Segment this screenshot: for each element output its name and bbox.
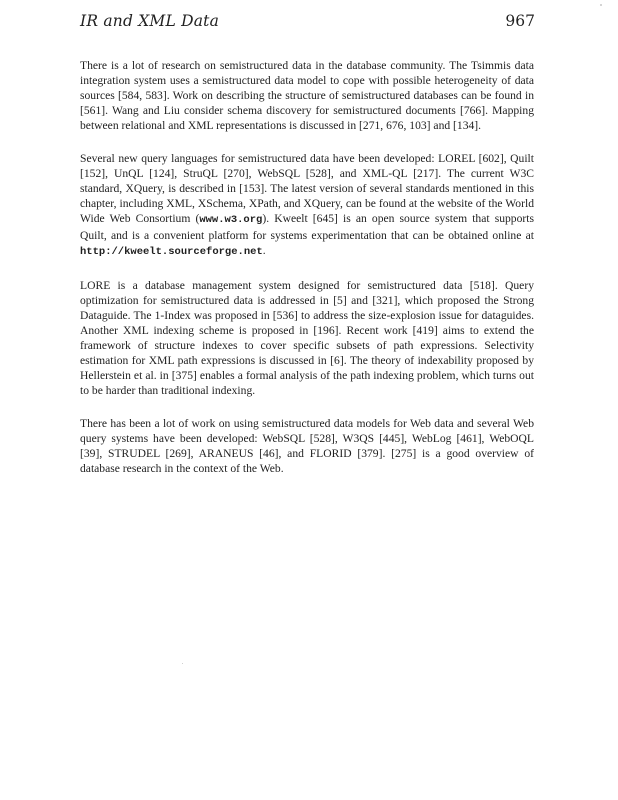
w3c-website-link[interactable]: www.w3.org bbox=[199, 214, 263, 226]
page-number: 967 bbox=[505, 12, 535, 30]
chapter-title: IR and XML Data bbox=[80, 12, 220, 30]
paragraph-semistructured-research bbox=[80, 58, 534, 133]
paragraph-text: Several new query languages for semistructured data have been developed: LOREL [602], Quilt [152], UnQL [124], StruQL [270], WebSQL [528], and XML-QL [217]. The current W3C standard, XQuery, is described in [153]. The latest version of several standards mentioned in this chapter, including XML, XSchema, XPath, and XQuery, can be found at the website of the World Wide Web Consortium ( bbox=[80, 152, 534, 225]
running-head bbox=[80, 12, 535, 36]
kweelt-url-link[interactable]: http://kweelt.sourceforge.net bbox=[80, 246, 263, 258]
paragraph-web-query-systems bbox=[80, 416, 534, 476]
scan-speck bbox=[600, 4, 602, 6]
paragraph-text: ). Kweelt [645] is an open source system that supports Quilt, and is a convenient platform for systems experimentation that can be obtained online at bbox=[80, 212, 534, 242]
scan-speck bbox=[182, 663, 183, 664]
paragraph-query-languages bbox=[80, 151, 534, 260]
paragraph-lore-indexing bbox=[80, 278, 534, 398]
paragraph-text: LORE is a database management system designed for semistructured data [518]. Query optimization for semistructured data is addressed in [5] and [321], which proposed the Strong Dataguide. The 1-Index was proposed in [536] to address the size-explosion issue for dataguides. Another XML indexing scheme is proposed in [196]. Recent work [419] aims to extend the framework of structure indexes to cover specific subsets of path expressions. Selectivity estimation for XML path expressions is discussed in [6]. The theory of indexability proposed by Hellerstein et al. in [375] enables a formal analysis of the path indexing problem, which turns out to be harder than traditional indexing. bbox=[80, 279, 534, 397]
paragraph-text: There has been a lot of work on using semistructured data models for Web data and several Web query systems have been developed: WebSQL [528], W3QS [445], WebLog [461], WebOQL [39], STRUDEL [269], ARANEUS [46], and FLORID [379]. [275] is a good overview of database research in the context of the Web. bbox=[80, 417, 534, 475]
paragraph-text: There is a lot of research on semistructured data in the database community. The Tsimmis data integration system uses a semistructured data model to cope with possible heterogeneity of data sources [584, 583]. Work on describing the structure of semistructured databases can be found in [561]. Wang and Liu consider schema discovery for semistructured documents [766]. Mapping between relational and XML representations is discussed in [271, 676, 103] and [134]. bbox=[80, 59, 534, 132]
body-text bbox=[80, 58, 534, 494]
paragraph-text: . bbox=[262, 244, 266, 257]
